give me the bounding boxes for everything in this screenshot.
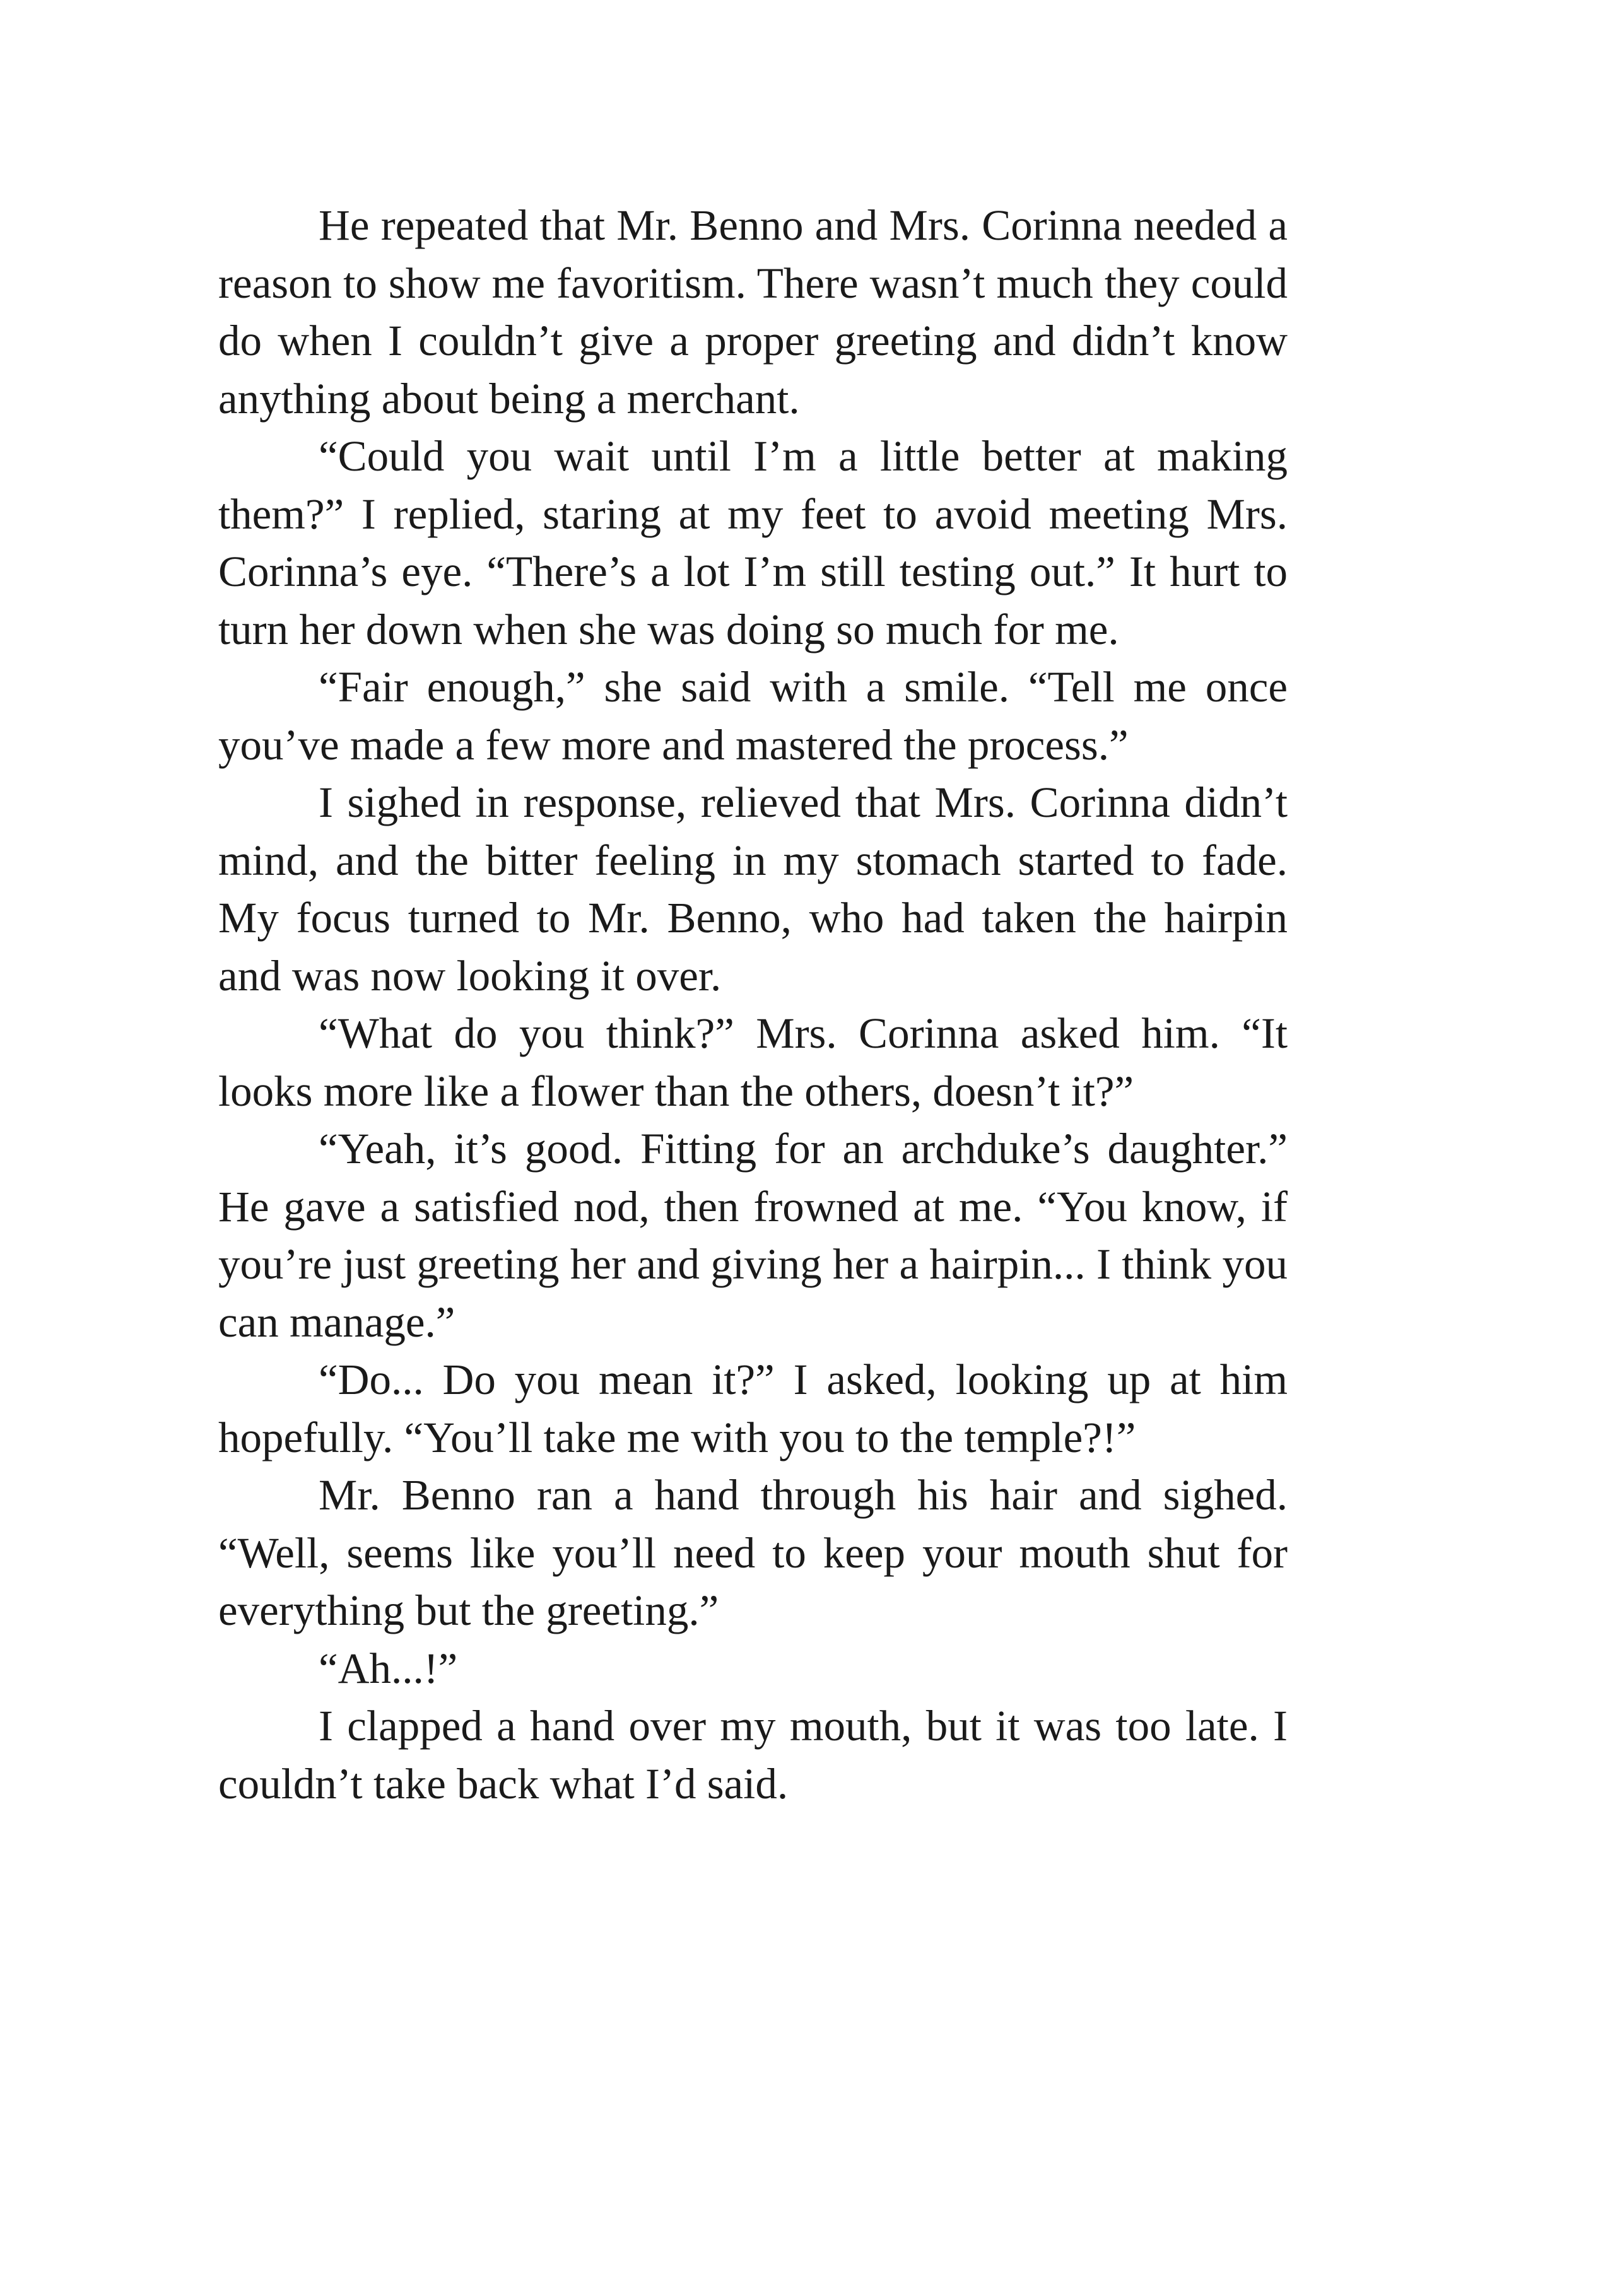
paragraph-7: “Do... Do you mean it?” I asked, looking up at him hopefully. “You’ll take me with you to the temple?!” <box>218 1356 1288 1461</box>
paragraph-3: “Fair enough,” she said with a smile. “Tell me once you’ve made a few more and mastered the process.” <box>218 663 1288 769</box>
paragraph-2: “Could you wait until I’m a little better at making them?” I replied, staring at my feet to avoid meeting Mrs. Corinna’s eye. “There’s a lot I’m still testing out.” It hurt to turn her down when she was doing so much for me. <box>218 432 1288 653</box>
body-text <box>218 197 1288 1813</box>
paragraph-8: Mr. Benno ran a hand through his hair and sighed. “Well, seems like you’ll need to keep your mouth shut for everything but the greeting.” <box>218 1471 1288 1634</box>
paragraph-6: “Yeah, it’s good. Fitting for an archduke’s daughter.” He gave a satisfied nod, then frowned at me. “You know, if you’re just greeting her and giving her a hairpin... I think you can manage.” <box>218 1125 1288 1346</box>
paragraph-4: I sighed in response, relieved that Mrs. Corinna didn’t mind, and the bitter feeling in my stomach started to fade. My focus turned to Mr. Benno, who had taken the hairpin and was now looking it over. <box>218 778 1288 1000</box>
paragraph-5: “What do you think?” Mrs. Corinna asked him. “It looks more like a flower than the others, doesn’t it?” <box>218 1009 1288 1115</box>
paragraph-10: I clapped a hand over my mouth, but it was too late. I couldn’t take back what I’d said. <box>218 1702 1288 1808</box>
paragraph-9: “Ah...!” <box>319 1644 458 1692</box>
paragraph-1: He repeated that Mr. Benno and Mrs. Corinna needed a reason to show me favoritism. There wasn’t much they could do when I couldn’t give a proper greeting and didn’t know anything about being a merchant. <box>218 201 1288 423</box>
